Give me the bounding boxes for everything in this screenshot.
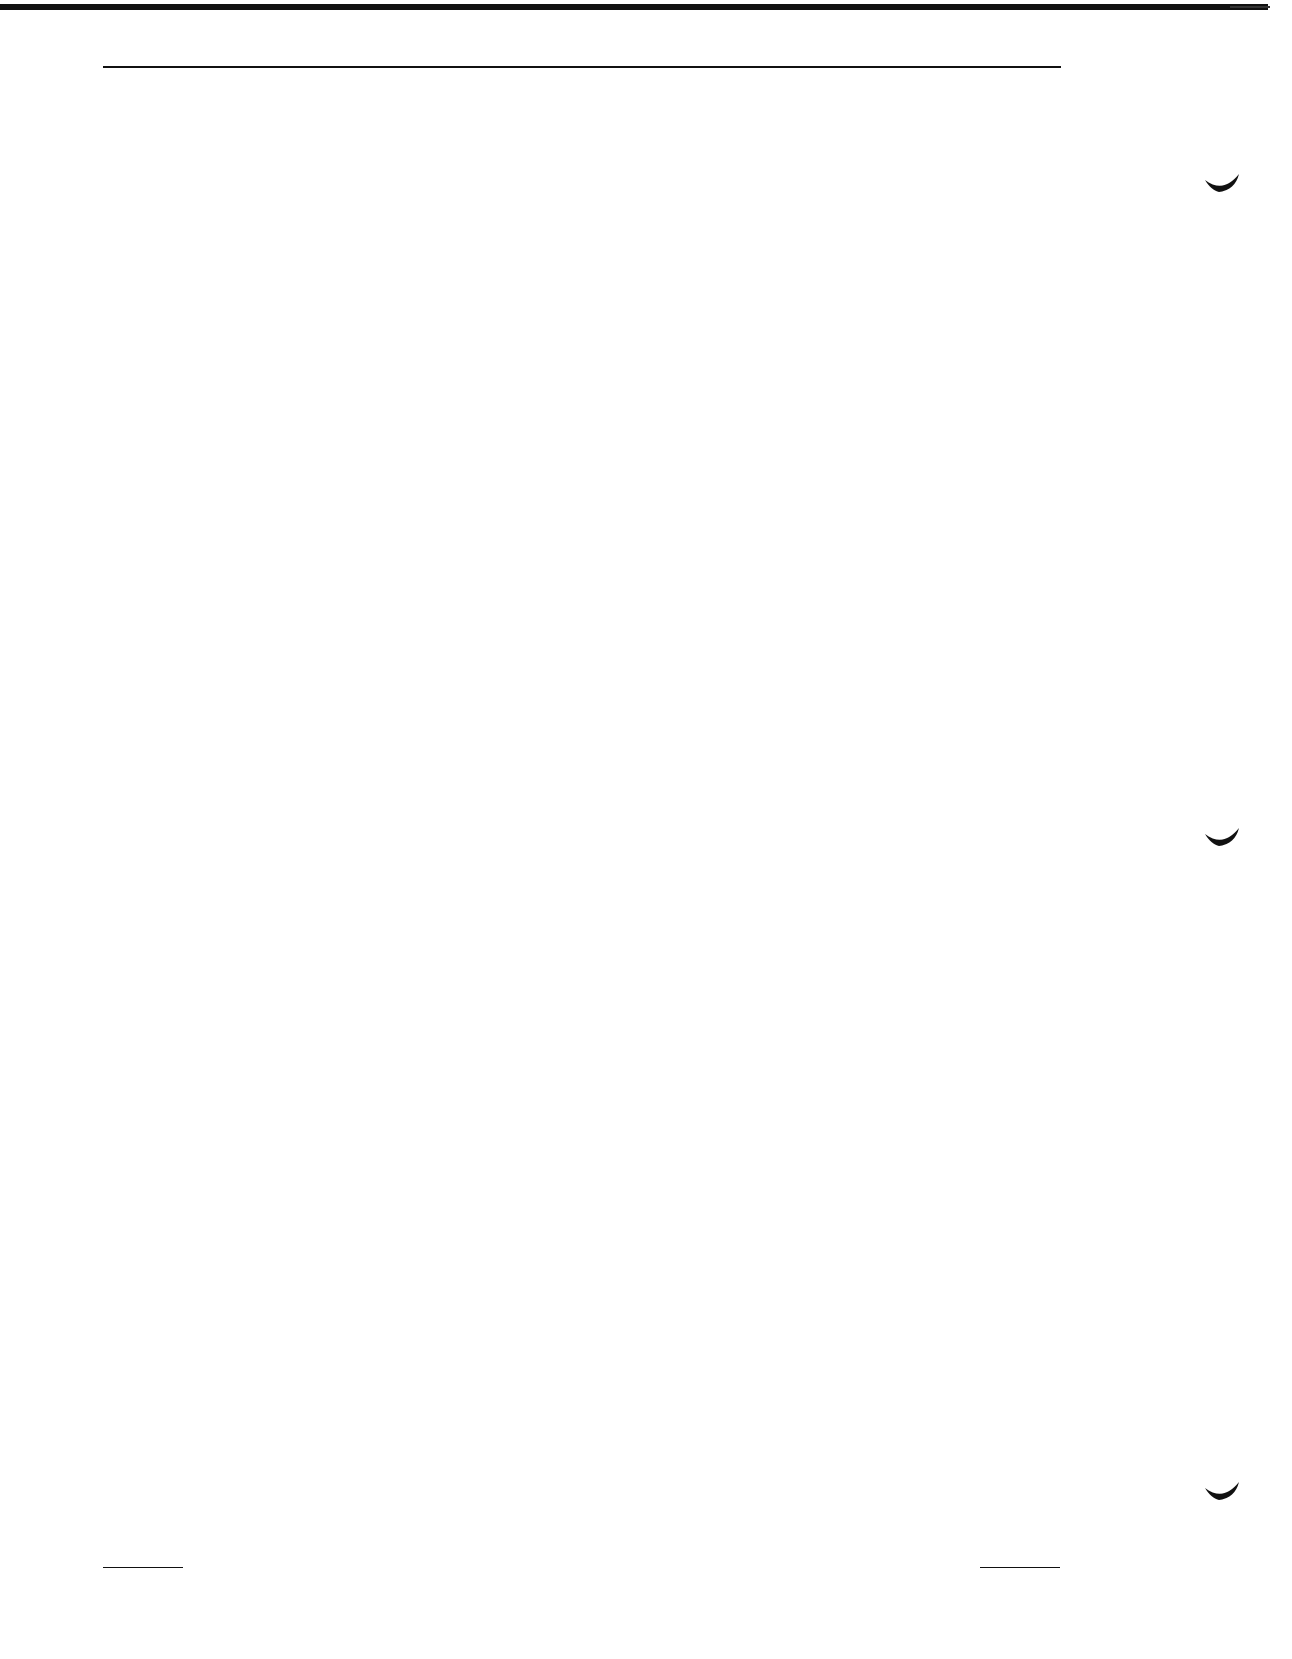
parts-row (0, 214, 1292, 233)
parts-row (0, 865, 1292, 884)
parts-row (0, 326, 1292, 345)
parts-row (0, 1275, 1292, 1294)
parts-row (0, 401, 1292, 420)
parts-row (0, 363, 1292, 382)
parts-row (0, 977, 1292, 996)
parts-row (0, 1462, 1292, 1481)
parts-row (0, 587, 1292, 606)
parts-row (0, 662, 1292, 681)
parts-row (0, 681, 1292, 700)
parts-row (0, 1163, 1292, 1182)
parts-row (0, 1182, 1292, 1201)
parts-row (0, 1201, 1292, 1220)
parts-row (0, 902, 1292, 921)
parts-row (0, 1033, 1292, 1052)
parts-row (0, 457, 1292, 476)
parts-row (0, 1424, 1292, 1443)
parts-row (0, 494, 1292, 513)
footer-rule-right (980, 1567, 1060, 1568)
parts-row (0, 1014, 1292, 1033)
parts-row (0, 569, 1292, 588)
parts-row (0, 289, 1292, 308)
footer-rule-left (103, 1567, 183, 1568)
parts-row (0, 1406, 1292, 1425)
parts-row (0, 1331, 1292, 1350)
binder-hole-mark (1205, 172, 1239, 194)
parts-row (0, 1126, 1292, 1145)
parts-row (0, 643, 1292, 662)
parts-row (0, 958, 1292, 977)
parts-row (0, 1443, 1292, 1462)
top-rule-fade (1230, 6, 1270, 8)
parts-row (0, 475, 1292, 494)
parts-row (0, 1107, 1292, 1126)
parts-row (0, 699, 1292, 718)
parts-row (0, 1294, 1292, 1313)
parts-row (0, 1350, 1292, 1369)
parts-row (0, 884, 1292, 903)
parts-row (0, 345, 1292, 364)
parts-row (0, 382, 1292, 401)
parts-row (0, 921, 1292, 940)
parts-row (0, 140, 1292, 159)
parts-row (0, 736, 1292, 755)
parts-row (0, 438, 1292, 457)
binder-hole-mark (1205, 826, 1239, 848)
section-heading-5-806 (166, 836, 266, 860)
parts-row (0, 1368, 1292, 1387)
parts-row (0, 1387, 1292, 1406)
parts-row (0, 513, 1292, 532)
parts-row (0, 792, 1292, 811)
parts-row (0, 177, 1292, 196)
parts-row (0, 308, 1292, 327)
parts-row (0, 550, 1292, 569)
section-heading-5-805 (166, 90, 266, 114)
parts-row (0, 252, 1292, 271)
parts-row (0, 270, 1292, 289)
parts-row (0, 718, 1292, 737)
parts-row (0, 774, 1292, 793)
title-rule (103, 66, 1061, 68)
parts-row (0, 233, 1292, 252)
parts-row (0, 1219, 1292, 1238)
top-rule (0, 4, 1268, 10)
parts-row (0, 196, 1292, 215)
parts-row (0, 1052, 1292, 1071)
parts-row (0, 531, 1292, 550)
parts-row (0, 121, 1292, 140)
parts-row (0, 158, 1292, 177)
parts-row (0, 625, 1292, 644)
binder-hole-mark (1205, 1480, 1239, 1502)
parts-row (0, 1070, 1292, 1089)
parts-row (0, 1145, 1292, 1164)
parts-row (0, 1089, 1292, 1108)
parts-row (0, 996, 1292, 1015)
parts-row (0, 940, 1292, 959)
parts-row (0, 1312, 1292, 1331)
parts-row (0, 606, 1292, 625)
parts-row (0, 755, 1292, 774)
parts-row (0, 419, 1292, 438)
